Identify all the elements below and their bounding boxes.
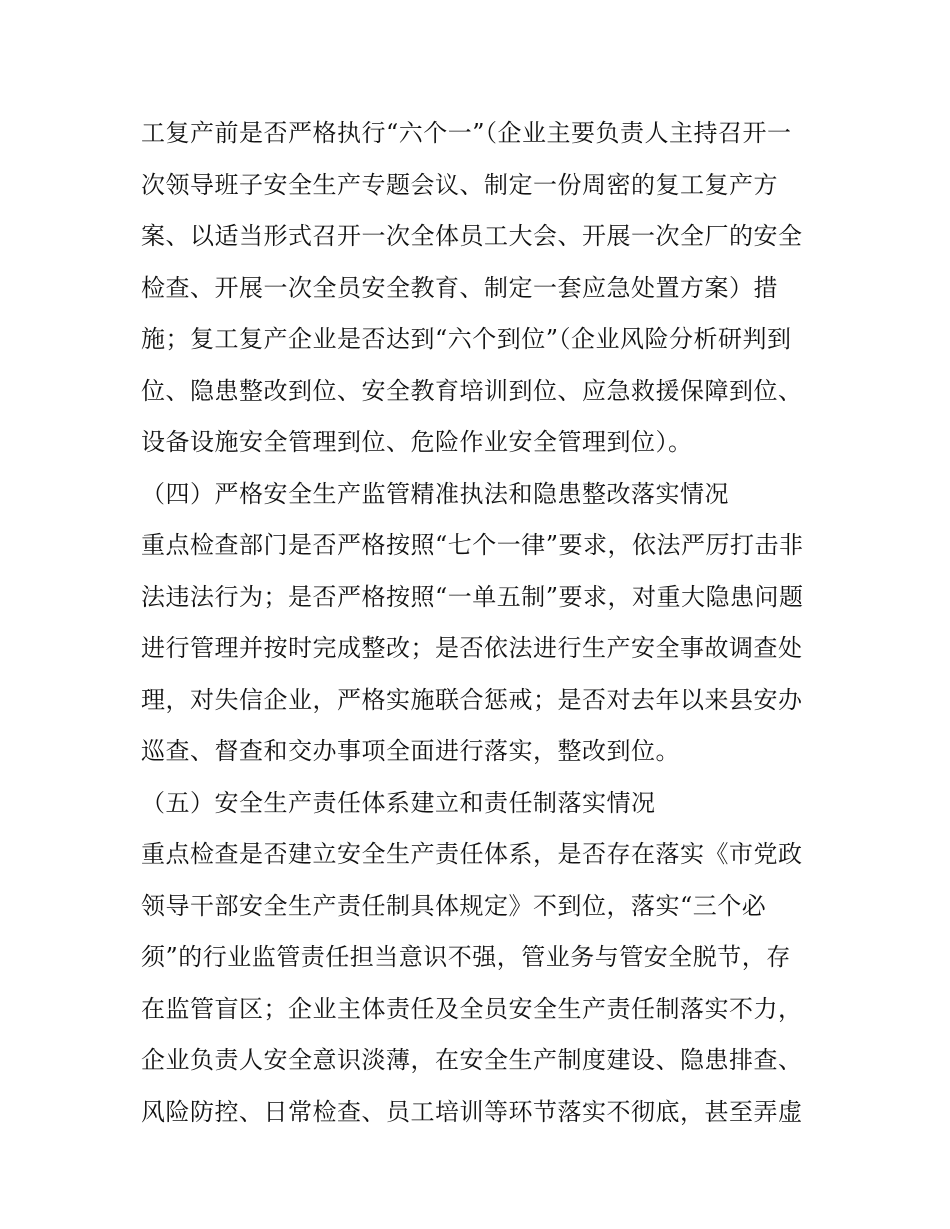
section-heading-five: （五）安全生产责任体系建立和责任制落实情况 [141, 788, 656, 817]
paragraph-line: 在监管盲区；企业主体责任及全员安全生产责任制落实不力， [141, 994, 803, 1023]
section-heading-four: （四）严格安全生产监管精准执法和隐患整改落实情况 [141, 479, 729, 508]
paragraph-line: 施；复工复产企业是否达到“六个到位”（企业风险分析研判到 [141, 325, 792, 353]
paragraph-line: 检查、开展一次全员安全教育、制定一套应急处置方案）措 [141, 273, 778, 302]
paragraph-line: 风险防控、日常检查、员工培训等环节落实不彻底，甚至弄虚 [141, 1097, 803, 1126]
paragraph-line: 重点检查部门是否严格按照“七个一律”要求，依法严厉打击非 [141, 531, 804, 559]
paragraph-line: 重点检查是否建立安全生产责任体系，是否存在落实《市党政 [141, 840, 803, 868]
paragraph-line: 工复产前是否严格执行“六个一”（企业主要负责人主持召开一 [141, 119, 792, 147]
paragraph-line: 设备设施安全管理到位、危险作业安全管理到位）。 [141, 428, 693, 456]
paragraph-line: 须”的行业监管责任担当意识不强，管业务与管安全脱节，存 [141, 943, 791, 971]
paragraph-line: 领导干部安全生产责任制具体规定》不到位，落实“三个必 [141, 891, 767, 920]
paragraph-line: 企业负责人安全意识淡薄，在安全生产制度建设、隐患排查、 [141, 1046, 803, 1074]
paragraph-line: 法违法行为；是否严格按照“一单五制”要求，对重大隐患问题 [141, 582, 804, 611]
paragraph-line: 巡查、督查和交办事项全面进行落实，整改到位。 [141, 737, 680, 765]
paragraph-line: 次领导班子安全生产专题会议、制定一份周密的复工复产方 [141, 170, 778, 199]
document-body [141, 108, 821, 1138]
paragraph-line: 位、隐患整改到位、安全教育培训到位、应急救援保障到位、 [141, 376, 803, 405]
paragraph-line: 理，对失信企业，严格实施联合惩戒；是否对去年以来县安办 [141, 685, 803, 714]
paragraph-line: 进行管理并按时完成整改；是否依法进行生产安全事故调查处 [141, 634, 803, 662]
paragraph-line: 案、以适当形式召开一次全体员工大会、开展一次全厂的安全 [141, 222, 803, 250]
